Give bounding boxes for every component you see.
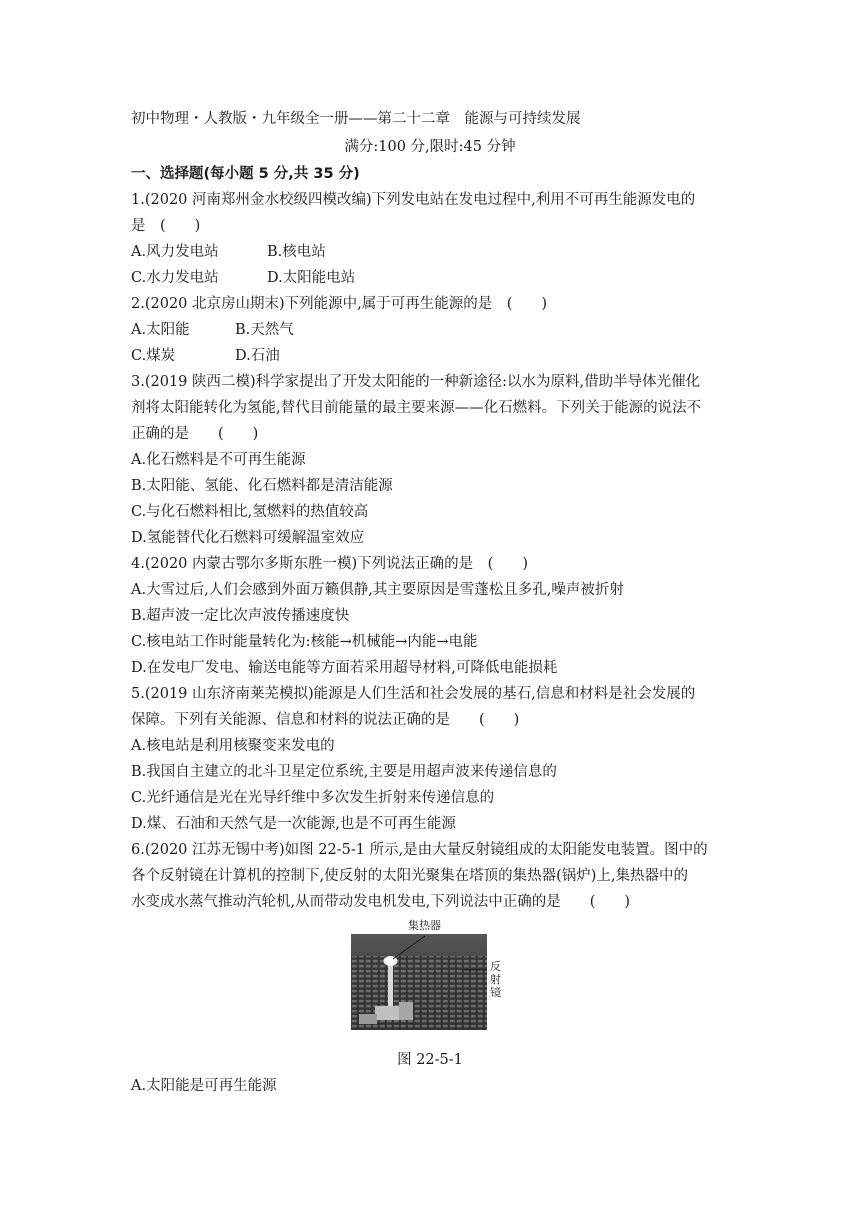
q3-option-a: A.化石燃料是不可再生能源 xyxy=(131,452,306,468)
figure-label-collector: 集热器 xyxy=(408,919,441,932)
q5-option-c: C.光纤通信是光在光导纤维中多次发生折射来传递信息的 xyxy=(131,790,495,806)
q4-option-a: A.大雪过后,人们会感到外面万籁俱静,其主要原因是雪蓬松且多孔,噪声被折射 xyxy=(131,582,624,598)
q3-option-c: C.与化石燃料相比,氢燃料的热值较高 xyxy=(131,504,369,520)
q3-stem-line1: 3.(2019 陕西二模)科学家提出了开发太阳能的一种新途径:以水为原料,借助半导体光催化 xyxy=(131,374,701,390)
q6-option-a: A.太阳能是可再生能源 xyxy=(131,1078,277,1094)
solar-tower-photo xyxy=(351,934,487,1030)
section-heading: 一、选择题(每小题 5 分,共 35 分) xyxy=(131,166,360,182)
q6-stem-line3: 水变成水蒸气推动汽轮机,从而带动发电机发电,下列说法中正确的是 ( ) xyxy=(131,894,631,910)
q3-stem-line2: 剂将太阳能转化为氢能,替代目前能量的最主要来源——化石燃料。下列关于能源的说法不 xyxy=(131,400,702,416)
q5-option-a: A.核电站是利用核聚变来发电的 xyxy=(131,738,335,754)
q4-option-d: D.在发电厂发电、输送电能等方面若采用超导材料,可降低电能损耗 xyxy=(131,660,558,676)
score-time-info: 满分:100 分,限时:45 分钟 xyxy=(344,139,516,155)
figure-label-mirror-3: 镜 xyxy=(490,986,501,999)
q1-option-c: C.水力发电站 xyxy=(131,270,219,286)
q6-stem-line1: 6.(2020 江苏无锡中考)如图 22-5-1 所示,是由大量反射镜组成的太阳能发电装置。图中的 xyxy=(131,842,708,858)
q2-option-b: B.天然气 xyxy=(235,322,294,338)
figure-label-mirror-1: 反 xyxy=(490,960,501,973)
page-title: 初中物理・人教版・九年级全一册——第二十二章 能源与可持续发展 xyxy=(131,111,581,127)
q1-stem-line1: 1.(2020 河南郑州金水校级四模改编)下列发电站在发电过程中,利用不可再生能源发电的 xyxy=(131,192,696,208)
q2-option-a: A.太阳能 xyxy=(131,322,190,338)
figure-caption: 图 22-5-1 xyxy=(397,1052,463,1068)
q5-stem-line1: 5.(2019 山东济南莱芜模拟)能源是人们生活和社会发展的基石,信息和材料是社会发展的 xyxy=(131,686,696,702)
q2-option-d: D.石油 xyxy=(235,348,280,364)
q2-option-c: C.煤炭 xyxy=(131,348,176,364)
q5-option-b: B.我国自主建立的北斗卫星定位系统,主要是用超声波来传递信息的 xyxy=(131,764,557,780)
q1-option-d: D.太阳能电站 xyxy=(267,270,356,286)
q4-stem-line1: 4.(2020 内蒙古鄂尔多斯东胜一模)下列说法正确的是 ( ) xyxy=(131,556,528,572)
q5-option-d: D.煤、石油和天然气是一次能源,也是不可再生能源 xyxy=(131,816,456,832)
q5-stem-line2: 保障。下列有关能源、信息和材料的说法正确的是 ( ) xyxy=(131,712,520,728)
figure-label-mirror-2: 射 xyxy=(490,973,501,986)
q2-stem-line1: 2.(2020 北京房山期末)下列能源中,属于可再生能源的是 ( ) xyxy=(131,296,548,312)
q3-option-d: D.氢能替代化石燃料可缓解温室效应 xyxy=(131,530,365,546)
q3-stem-line3: 正确的是 ( ) xyxy=(131,426,259,442)
q4-option-b: B.超声波一定比次声波传播速度快 xyxy=(131,608,350,624)
q6-stem-line2: 各个反射镜在计算机的控制下,使反射的太阳光聚集在塔顶的集热器(锅炉)上,集热器中的 xyxy=(131,868,689,884)
q4-option-c: C.核电站工作时能量转化为:核能→机械能→内能→电能 xyxy=(131,634,478,650)
q1-option-b: B.核电站 xyxy=(267,244,326,260)
q3-option-b: B.太阳能、氢能、化石燃料都是清洁能源 xyxy=(131,478,393,494)
q1-stem-line2: 是 ( ) xyxy=(131,218,201,234)
q1-option-a: A.风力发电站 xyxy=(131,244,219,260)
